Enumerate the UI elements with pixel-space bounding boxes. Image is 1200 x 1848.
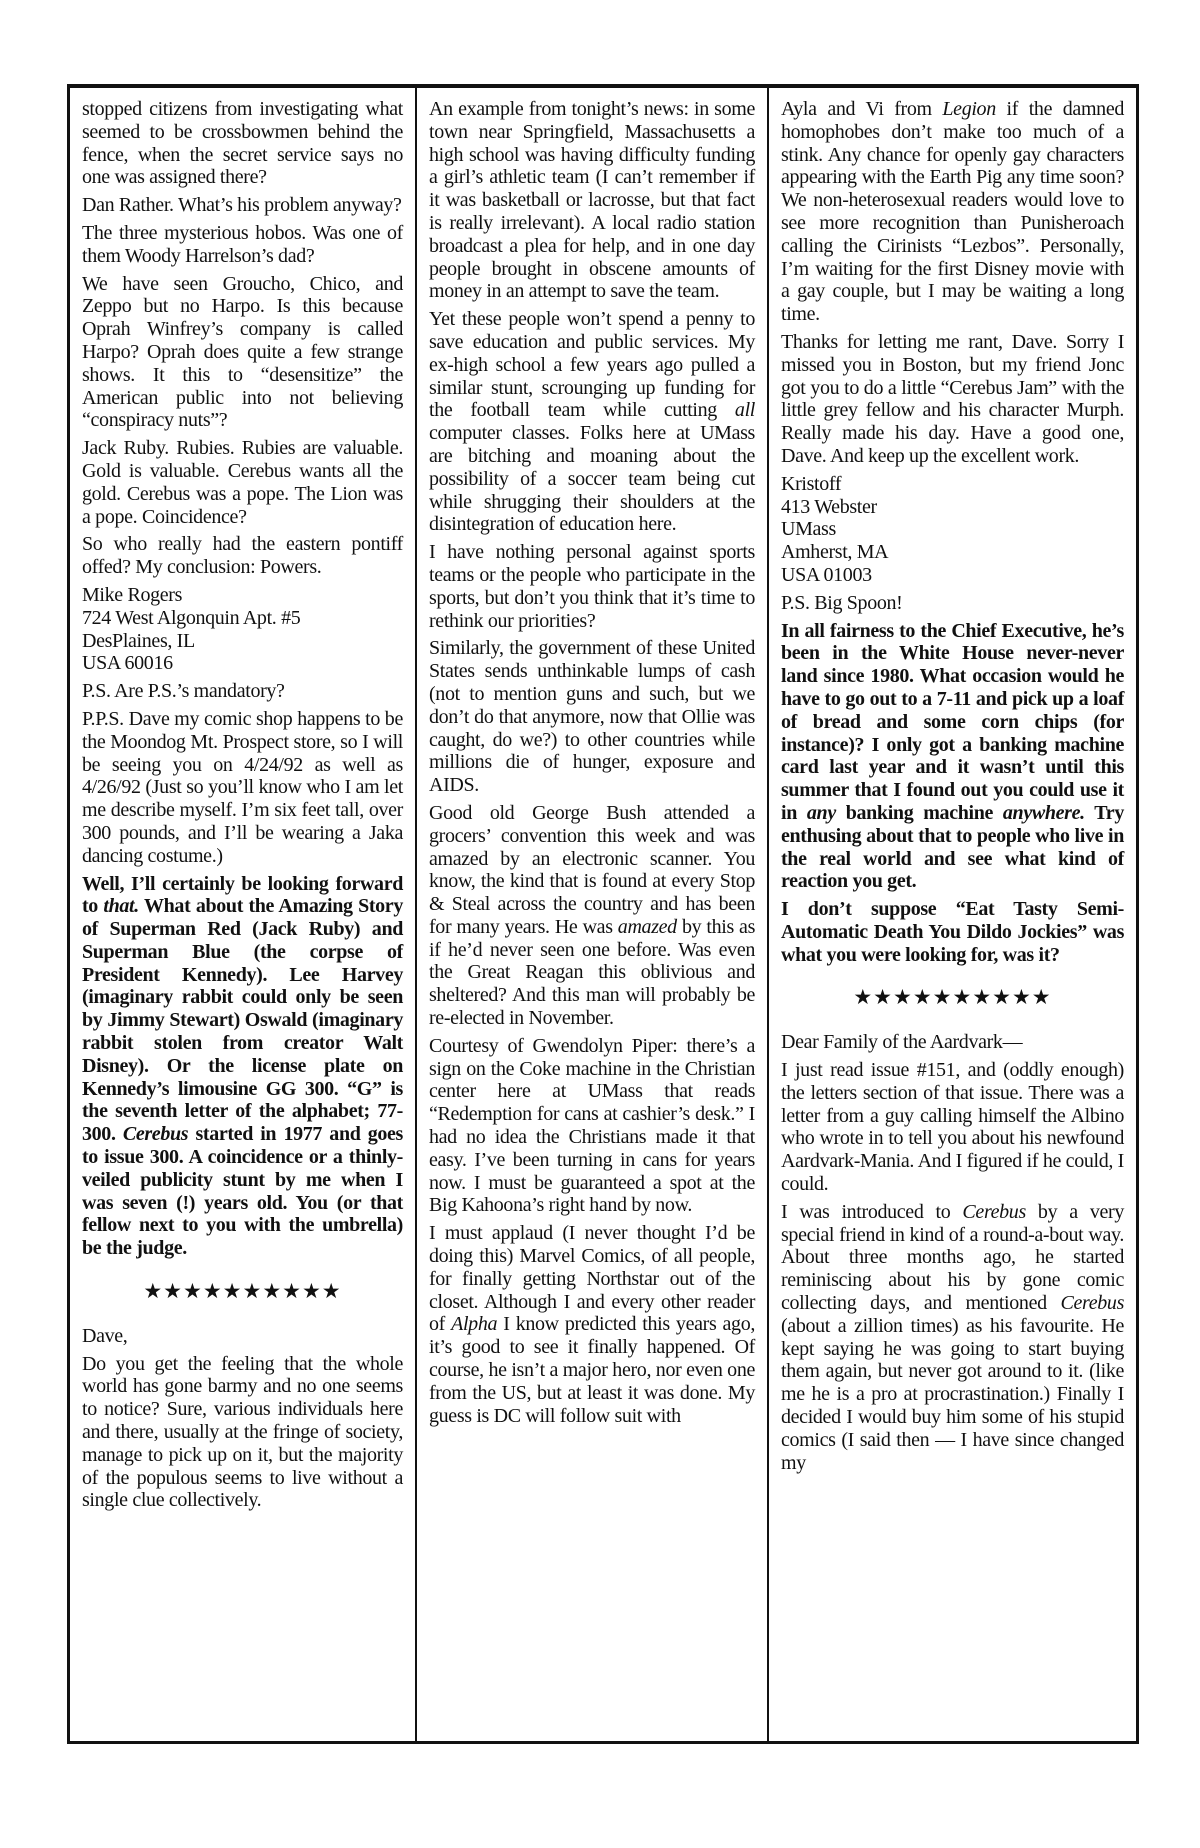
letter-paragraph bbox=[82, 1325, 403, 1348]
text-run: Dear Family of the Aardvark— bbox=[781, 1031, 1023, 1054]
text-run: Similarly, the government of these United States sends unthinkable lumps of cash (not to mention guns and such, but we don’t do that anymore, now that Ollie was caught, do we?) to other countries while millions die of hunger, exposure and AIDS. bbox=[429, 637, 755, 797]
text-run: I know predicted this years ago, it’s good to see it finally happened. Of course, he isn’t a major hero, nor even one from the US, but at least it was done. My guess is DC will follow suit with bbox=[429, 1313, 755, 1427]
letter-paragraph bbox=[82, 194, 403, 217]
letter-paragraph bbox=[781, 331, 1124, 468]
letter-paragraph bbox=[82, 98, 403, 189]
column-3 bbox=[767, 88, 1136, 1741]
letter-paragraph bbox=[429, 1035, 755, 1217]
text-run: started in 1977 and goes to issue 300. A coincidence or a thinly-veiled publicity stunt by me when I was seven (!) years old. You (or that fellow next to you with the umbrella) be the judge. bbox=[82, 1123, 403, 1260]
italic-text: all bbox=[734, 399, 755, 422]
text-run: In all fairness to the Chief Executive, he’s been in the White House never-never land since 1980. What occasion would he have to go out to a 7-11 and pick up a loaf of bread and some corn chips (for instance)? I only got a banking machine card last year and it wasn’t until this summer that I found out you could use it in bbox=[781, 619, 1124, 824]
italic-text: Alpha bbox=[451, 1313, 498, 1336]
text-run: banking machine bbox=[835, 801, 1003, 824]
italic-text: Legion bbox=[942, 98, 996, 120]
address-line: UMass bbox=[781, 518, 836, 541]
text-run: by a very special friend in kind of a round-a-bout way. About three months ago, he started reminiscing about his by gone comic collecting days, and mentioned bbox=[781, 1200, 1124, 1315]
text-run: Good old George Bush attended a grocers’ convention this week and was amazed by an electronic scanner. You know, the kind that is found at every Stop & Steal across the country and has been for many years. He was bbox=[429, 801, 755, 938]
address-line: Mike Rogers bbox=[82, 583, 183, 606]
text-run: Ayla and Vi from bbox=[781, 98, 943, 120]
letter-paragraph bbox=[429, 98, 755, 303]
letter-paragraph bbox=[781, 592, 1124, 615]
italic-text: any bbox=[806, 801, 836, 824]
text-run: stopped citizens from investigating what seemed to be crossbowmen behind the fence, when the secret service says no one was assigned there? bbox=[82, 98, 403, 189]
letter-paragraph bbox=[781, 1201, 1124, 1475]
address-line: 724 West Algonquin Apt. #5 bbox=[82, 606, 301, 629]
letter-paragraph bbox=[82, 437, 403, 528]
editor-reply-paragraph bbox=[781, 898, 1124, 966]
address-line: USA 60016 bbox=[82, 652, 173, 675]
text-run: P.S. Are P.S.’s mandatory? bbox=[82, 680, 285, 703]
star-divider: ★★★★★★★★★★ bbox=[853, 985, 1052, 1010]
column-1 bbox=[70, 88, 415, 1741]
letter-paragraph bbox=[82, 1353, 403, 1513]
text-run: Do you get the feeling that the whole world has gone barmy and no one seems to notice? Sure, various individuals here and there, usually at the fringe of society, manage to pick up on it, but the majority of the populous seems to live without a single clue collectively. bbox=[82, 1352, 403, 1512]
text-run: I was introduced to bbox=[781, 1200, 963, 1223]
letter-paragraph bbox=[429, 541, 755, 632]
italic-text: Cerebus bbox=[122, 1123, 189, 1146]
letter-signature-address bbox=[781, 473, 1124, 587]
text-run: I just read issue #151, and (oddly enough) the letters section of that issue. There was a letter from a guy calling himself the Albino who wrote in to tell you about his newfound Aardvark-Mania. And I figured if he could, I could. bbox=[781, 1059, 1124, 1196]
italic-text: amazed bbox=[617, 915, 677, 938]
editor-reply-paragraph bbox=[781, 620, 1124, 894]
text-run: (about a zillion times) as his favourite. He kept saying he was going to start buying them again, but never got around to it. (like me he is a pro at procrastination.) Finally I decided I would buy him some of his stupid comics (I said then — I have since changed my bbox=[781, 1314, 1124, 1474]
editor-reply-paragraph bbox=[82, 873, 403, 1261]
text-run: P.P.S. Dave my comic shop happens to be the Moondog Mt. Prospect store, so I will be seeing you on 4/24/92 as well as 4/26/92 (Just so you’ll know who I am let me describe myself. I’m six feet tall, over 300 pounds, and I’ll be wearing a Jaka dancing costume.) bbox=[82, 707, 403, 867]
text-run: Try enthusing about that to people who live in the real world and see what kind of reaction you get. bbox=[781, 801, 1124, 893]
star-divider: ★★★★★★★★★★ bbox=[143, 1279, 342, 1304]
text-run: P.S. Big Spoon! bbox=[781, 591, 903, 614]
italic-text: that. bbox=[103, 895, 139, 918]
italic-text: Cerebus bbox=[1060, 1292, 1124, 1315]
letter-paragraph bbox=[429, 308, 755, 536]
text-run: Dan Rather. What’s his problem anyway? bbox=[82, 194, 402, 217]
text-run: computer classes. Folks here at UMass are bitching and moaning about the possibility of a soccer team being cut while shrugging their shoulders at the disintegration of education here. bbox=[429, 422, 755, 536]
text-run: if the damned homophobes don’t make too much of a stink. Any chance for openly gay characters appearing with the Earth Pig any time soon? We non-heterosexual readers would love to see more recognition than Punisheroach calling the Cirinists “Lezbos”. Personally, I’m waiting for the first Disney movie with a gay couple, but I may be waiting a long time. bbox=[781, 98, 1124, 326]
address-line: 413 Webster bbox=[781, 495, 877, 518]
letter-paragraph bbox=[429, 802, 755, 1030]
text-run: What about the Amazing Story of Superman Red (Jack Ruby) and Superman Blue (the corpse of President Kennedy). Lee Harvey (imaginary rabbit could only be seen by Jimmy Stewart) Oswald (imaginary rabbit stolen from creator Walt Disney). Or the license plate on Kennedy’s limousine GG 300. “G” is the seventh letter of the alphabet; 77-300. bbox=[82, 895, 403, 1146]
text-run: by this as if he’d never seen one before. Was even the Great Reagan this oblivious and sheltered? And this man will probably be re-elected in November. bbox=[429, 915, 755, 1030]
text-run: Thanks for letting me rant, Dave. Sorry I missed you in Boston, but my friend Jonc got you to do a little “Cerebus Jam” with the little grey fellow and his character Murph. Really made his day. Have a good one, Dave. And keep up the excellent work. bbox=[781, 330, 1124, 467]
text-run: So who really had the eastern pontiff offed? My conclusion: Powers. bbox=[82, 533, 403, 579]
address-line: USA 01003 bbox=[781, 563, 872, 586]
address-line: Kristoff bbox=[781, 472, 842, 495]
letter-paragraph bbox=[781, 1059, 1124, 1196]
text-run: Well, I’ll certainly be looking forward to bbox=[82, 872, 403, 918]
text-run: We have seen Groucho, Chico, and Zeppo but no Harpo. Is this because Oprah Winfrey’s company is called Harpo? Oprah does quite a few strange shows. It this to “desensitize” the American public into not believing “conspiracy nuts”? bbox=[82, 272, 403, 432]
letter-paragraph bbox=[82, 533, 403, 579]
italic-text: anywhere. bbox=[1002, 801, 1085, 824]
letter-paragraph bbox=[781, 98, 1124, 326]
letters-page-frame bbox=[67, 84, 1139, 1744]
italic-text: Cerebus bbox=[962, 1200, 1026, 1223]
letter-paragraph bbox=[82, 273, 403, 433]
letter-paragraph bbox=[82, 680, 403, 703]
text-run: Yet these people won’t spend a penny to save education and public services. My ex-high school a few years ago pulled a similar stunt, scrounging up funding for the football team while cutting bbox=[429, 308, 755, 422]
text-run: The three mysterious hobos. Was one of them Woody Harrelson’s dad? bbox=[82, 221, 403, 267]
letter-paragraph bbox=[429, 637, 755, 797]
column-2 bbox=[415, 88, 767, 1741]
text-run: Dave, bbox=[82, 1324, 128, 1347]
text-run: I have nothing personal against sports teams or the people who participate in the sports, but don’t you think that it’s time to rethink our priorities? bbox=[429, 541, 755, 632]
letter-paragraph bbox=[429, 1222, 755, 1427]
text-run: Jack Ruby. Rubies. Rubies are valuable. Gold is valuable. Cerebus wants all the gold. Cerebus was a pope. The Lion was a pope. Coincidence? bbox=[82, 437, 403, 528]
address-line: DesPlaines, IL bbox=[82, 629, 195, 652]
letter-signature-address bbox=[82, 584, 403, 675]
text-run: I don’t suppose “Eat Tasty Semi-Automatic Death You Dildo Jockies” was what you were looking for, was it? bbox=[781, 898, 1124, 966]
letter-paragraph bbox=[82, 708, 403, 868]
letter-paragraph bbox=[781, 1031, 1124, 1054]
letter-paragraph bbox=[82, 222, 403, 268]
address-line: Amherst, MA bbox=[781, 541, 889, 564]
text-run: Courtesy of Gwendolyn Piper: there’s a sign on the Coke machine in the Christian center here at UMass that reads “Redemption for cans at cashier’s desk.” I had no idea the Christians made it that easy. I’ve been turning in cans for years now. I must be guaranteed a spot at the Big Kahoona’s right hand by now. bbox=[429, 1034, 755, 1217]
text-run: An example from tonight’s news: in some town near Springfield, Massachusetts a high school was having difficulty funding a girl’s athletic team (I can’t remember if it was basketball or lacrosse, but that fact is really irrelevant). A local radio station broadcast a plea for help, and in one day people brought in obscene amounts of money in an attempt to save the team. bbox=[429, 98, 755, 303]
text-run: I must applaud (I never thought I’d be doing this) Marvel Comics, of all people, for finally getting Northstar out of the closet. Although I and every other reader of bbox=[429, 1222, 755, 1336]
